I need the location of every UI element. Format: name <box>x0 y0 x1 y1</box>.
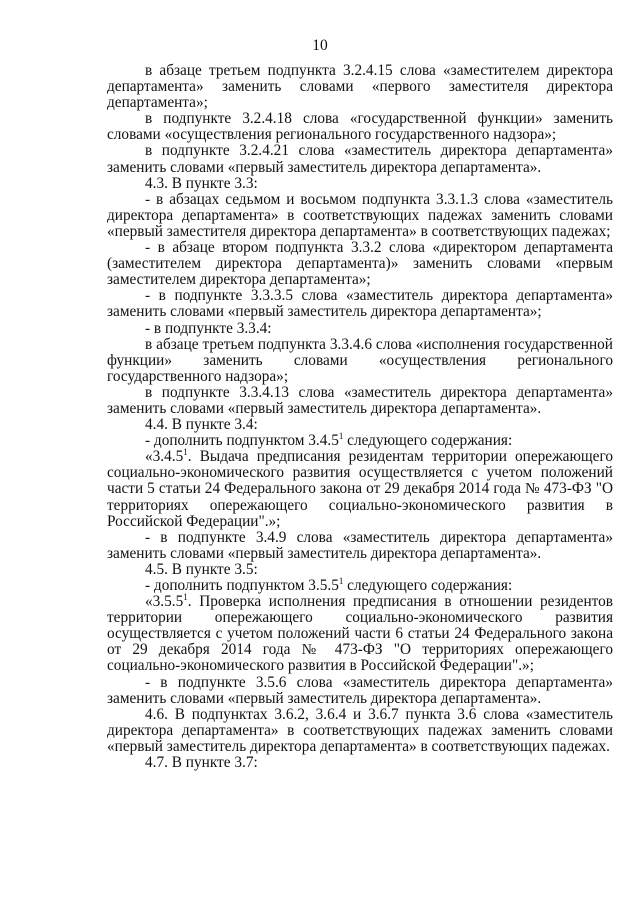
text-segment: . Проверка исполнения предписания в отношении резидентов территории опережающего социально-экономического развития осуществляется с учетом положений части 6 статьи 24 Федерального закона от 29 декабря 2014 года № 473-ФЗ "О территориях опережающего социально-экономического развития в Российской Федерации".»; <box>107 593 613 675</box>
paragraph-3-2-4-18: в подпункте 3.2.4.18 слова «государственной функции» заменить словами «осуществления регионального государственного надзора»; <box>107 110 613 144</box>
section-heading-4-7: 4.7. В пункте 3.7: <box>145 754 258 772</box>
paragraph-3-3-4-6: в абзаце третьем подпункта 3.3.4.6 слова «исполнения государственной функции» заменить словами «осуществления регионального государственного надзора»; <box>107 335 613 385</box>
paragraph-3-4-9: - в подпункте 3.4.9 слова «заместитель директора департамента» заменить словами «первый заместитель директора департамента». <box>107 528 613 562</box>
paragraph-3-3-1-3: - в абзацах седьмом и восьмом подпункта 3.3.1.3 слова «заместитель директора департамента» в соответствующих падежах заменить словами «первый заместителя директора департамента» в соответствующих падежах; <box>107 190 613 240</box>
section-heading-4-4: 4.4. В пункте 3.4: <box>145 416 258 434</box>
paragraph-quote-3-4-5-1 <box>107 449 613 529</box>
text-segment: следующего содержания: <box>343 577 513 594</box>
superscript-marker: 1 <box>338 431 344 442</box>
paragraph-3-5-6: - в подпункте 3.5.6 слова «заместитель директора департамента» заменить словами «первый заместитель директора департамента». <box>107 673 613 707</box>
superscript-marker: 1 <box>183 592 188 602</box>
superscript-marker: 1 <box>338 575 344 586</box>
paragraph-4-6: 4.6. В подпунктах 3.6.2, 3.6.4 и 3.6.7 пункта 3.6 слова «заместитель директора департамента» в соответствующих падежах заменить словами «первый заместитель директора департамента» в соответствующих падежах. <box>107 705 613 755</box>
paragraph-3-3-4-13: в подпункте 3.3.4.13 слова «заместитель директора департамента» заменить словами «первый заместитель директора департамента». <box>107 383 613 417</box>
text-segment: следующего содержания: <box>343 432 513 450</box>
paragraph-3-3-2: - в абзаце втором подпункта 3.3.2 слова «директором департамента (заместителем директора департамента)» заменить словами «первым заместителем директора департамента»; <box>107 239 613 289</box>
section-heading-4-5: 4.5. В пункте 3.5: <box>145 560 258 578</box>
text-segment: - дополнить подпунктом 3.5.5 <box>145 577 339 594</box>
paragraph-3-2-4-21: в подпункте 3.2.4.21 слова «заместитель директора департамента» заменить словами «первый заместитель директора департамента». <box>107 142 613 176</box>
text-segment: - дополнить подпунктом 3.4.5 <box>145 432 339 450</box>
text-segment: «3.4.5 <box>145 448 184 466</box>
paragraph-3-3-3-5: - в подпункте 3.3.3.5 слова «заместитель директора департамента» заменить словами «первый заместитель директора департамента»; <box>107 287 613 321</box>
text-segment: . Выдача предписания резидентам территории опережающего социально-экономического развития осуществляется с учетом положений части 5 статьи 24 Федерального закона от 29 декабря 2014 года № 473-ФЗ "О территориях опережающего социально-экономического развития в Российской Федерации".»; <box>107 448 613 530</box>
text-segment: «3.5.5 <box>145 593 184 611</box>
section-heading-4-3: 4.3. В пункте 3.3: <box>145 174 258 192</box>
page-number: 10 <box>312 37 328 54</box>
paragraph-quote-3-5-5-1 <box>107 594 613 674</box>
paragraph-3-2-4-15: в абзаце третьем подпункта 3.2.4.15 слова «заместителем директора департамента» заменить словами «первого заместителя директора департамента»; <box>107 62 613 112</box>
paragraph-3-3-4: - в подпункте 3.3.4: <box>145 319 272 337</box>
superscript-marker: 1 <box>183 447 188 458</box>
document-body <box>107 63 613 771</box>
